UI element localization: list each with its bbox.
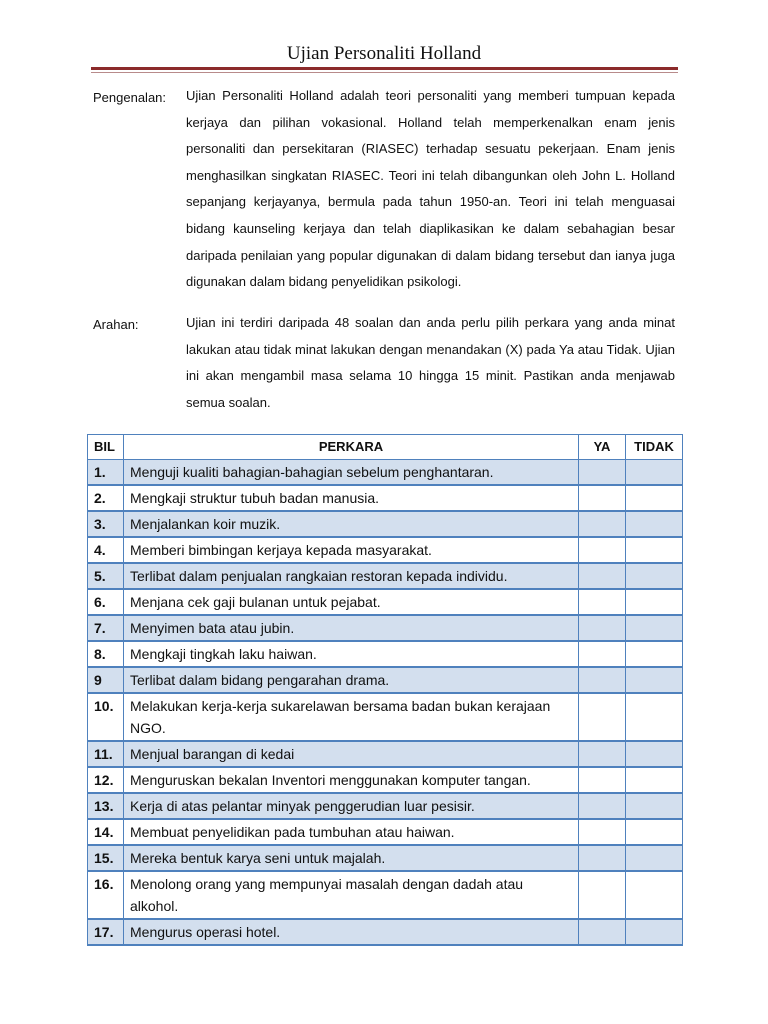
ya-answer-cell[interactable] bbox=[579, 460, 626, 486]
row-number: 2. bbox=[88, 485, 124, 511]
tidak-answer-cell[interactable] bbox=[626, 919, 683, 945]
tidak-answer-cell[interactable] bbox=[626, 485, 683, 511]
tidak-answer-cell[interactable] bbox=[626, 845, 683, 871]
ya-answer-cell[interactable] bbox=[579, 485, 626, 511]
tidak-answer-cell[interactable] bbox=[626, 767, 683, 793]
header-tidak: TIDAK bbox=[626, 435, 683, 460]
tidak-answer-cell[interactable] bbox=[626, 819, 683, 845]
ya-answer-cell[interactable] bbox=[579, 563, 626, 589]
row-item-text: Menguji kualiti bahagian-bahagian sebelum penghantaran. bbox=[124, 460, 579, 486]
row-item-text: Menyimen bata atau jubin. bbox=[124, 615, 579, 641]
table-row bbox=[88, 741, 683, 767]
row-number: 17. bbox=[88, 919, 124, 945]
tidak-answer-cell[interactable] bbox=[626, 871, 683, 919]
header-bil: BIL bbox=[88, 435, 124, 460]
row-item-text: Menguruskan bekalan Inventori menggunakan komputer tangan. bbox=[124, 767, 579, 793]
instructions-text: Ujian ini terdiri daripada 48 soalan dan anda perlu pilih perkara yang anda minat lakukan atau tidak minat lakukan dengan menandakan (X) pada Ya atau Tidak. Ujian ini akan mengambil masa selama 10 hingga 15 minit. Pastikan anda menjawab semua soalan. bbox=[186, 315, 675, 410]
intro-text: Ujian Personaliti Holland adalah teori personaliti yang memberi tumpuan kepada kerjaya dan pilihan vokasional. Holland telah memperkenalkan enam jenis personaliti dan persekitaran (RIASEC) terhadap sesuatu pekerjaan. Enam jenis menghasilkan singkatan RIASEC. Teori ini telah dibangunkan oleh John L. Holland sepanjang kerjayanya, bermula pada tahun 1950-an. Teori ini telah menguasai bidang kaunseling kerjaya dan telah diaplikasikan ke dalam sebahagian besar daripada penilaian yang popular digunakan di dalam bidang tersebut dan ianya juga digunakan dalam bidang penyelidikan psikologi. bbox=[186, 88, 675, 290]
tidak-answer-cell[interactable] bbox=[626, 615, 683, 641]
row-number: 15. bbox=[88, 845, 124, 871]
table-row bbox=[88, 615, 683, 641]
ya-answer-cell[interactable] bbox=[579, 693, 626, 741]
row-item-text: Mengkaji tingkah laku haiwan. bbox=[124, 641, 579, 667]
table-row bbox=[88, 767, 683, 793]
table-row bbox=[88, 693, 683, 741]
tidak-answer-cell[interactable] bbox=[626, 537, 683, 563]
row-number: 16. bbox=[88, 871, 124, 919]
row-number: 12. bbox=[88, 767, 124, 793]
table-row bbox=[88, 537, 683, 563]
table-row bbox=[88, 919, 683, 945]
page-title: Ujian Personaliti Holland bbox=[286, 43, 482, 64]
row-number: 3. bbox=[88, 511, 124, 537]
row-item-text: Mengkaji struktur tubuh badan manusia. bbox=[124, 485, 579, 511]
ya-answer-cell[interactable] bbox=[579, 667, 626, 693]
ya-answer-cell[interactable] bbox=[579, 793, 626, 819]
tidak-answer-cell[interactable] bbox=[626, 741, 683, 767]
row-number: 6. bbox=[88, 589, 124, 615]
row-item-text: Menolong orang yang mempunyai masalah dengan dadah atau alkohol. bbox=[124, 871, 579, 919]
tidak-answer-cell[interactable] bbox=[626, 589, 683, 615]
table-row bbox=[88, 845, 683, 871]
intro-label: Pengenalan: bbox=[93, 90, 167, 105]
row-item-text: Menjalankan koir muzik. bbox=[124, 511, 579, 537]
row-number: 14. bbox=[88, 819, 124, 845]
row-number: 5. bbox=[88, 563, 124, 589]
ya-answer-cell[interactable] bbox=[579, 589, 626, 615]
tidak-answer-cell[interactable] bbox=[626, 793, 683, 819]
row-number: 1. bbox=[88, 460, 124, 486]
row-item-text: Membuat penyelidikan pada tumbuhan atau haiwan. bbox=[124, 819, 579, 845]
row-number: 11. bbox=[88, 741, 124, 767]
table-row bbox=[88, 793, 683, 819]
table-header-row bbox=[88, 435, 683, 460]
ya-answer-cell[interactable] bbox=[579, 919, 626, 945]
table-row bbox=[88, 667, 683, 693]
tidak-answer-cell[interactable] bbox=[626, 667, 683, 693]
table-row bbox=[88, 871, 683, 919]
row-number: 4. bbox=[88, 537, 124, 563]
row-item-text: Memberi bimbingan kerjaya kepada masyarakat. bbox=[124, 537, 579, 563]
tidak-answer-cell[interactable] bbox=[626, 563, 683, 589]
row-item-text: Mengurus operasi hotel. bbox=[124, 919, 579, 945]
ya-answer-cell[interactable] bbox=[579, 741, 626, 767]
row-number: 9 bbox=[88, 667, 124, 693]
table-row bbox=[88, 460, 683, 486]
table-row bbox=[88, 819, 683, 845]
row-number: 10. bbox=[88, 693, 124, 741]
row-item-text: Menjana cek gaji bulanan untuk pejabat. bbox=[124, 589, 579, 615]
title-rule-thin bbox=[91, 72, 678, 73]
row-item-text: Terlibat dalam penjualan rangkaian restoran kepada individu. bbox=[124, 563, 579, 589]
header-ya: YA bbox=[579, 435, 626, 460]
row-item-text: Menjual barangan di kedai bbox=[124, 741, 579, 767]
row-item-text: Mereka bentuk karya seni untuk majalah. bbox=[124, 845, 579, 871]
row-item-text: Kerja di atas pelantar minyak penggerudian luar pesisir. bbox=[124, 793, 579, 819]
table-row bbox=[88, 563, 683, 589]
ya-answer-cell[interactable] bbox=[579, 819, 626, 845]
table-row bbox=[88, 589, 683, 615]
title-rule-thick bbox=[91, 67, 678, 70]
ya-answer-cell[interactable] bbox=[579, 641, 626, 667]
row-number: 7. bbox=[88, 615, 124, 641]
ya-answer-cell[interactable] bbox=[579, 615, 626, 641]
tidak-answer-cell[interactable] bbox=[626, 641, 683, 667]
table-row bbox=[88, 511, 683, 537]
ya-answer-cell[interactable] bbox=[579, 767, 626, 793]
instructions-label: Arahan: bbox=[93, 317, 139, 332]
tidak-answer-cell[interactable] bbox=[626, 460, 683, 486]
row-item-text: Melakukan kerja-kerja sukarelawan bersama badan bukan kerajaan NGO. bbox=[124, 693, 579, 741]
table-row bbox=[88, 485, 683, 511]
table-row bbox=[88, 641, 683, 667]
row-number: 13. bbox=[88, 793, 124, 819]
tidak-answer-cell[interactable] bbox=[626, 511, 683, 537]
ya-answer-cell[interactable] bbox=[579, 511, 626, 537]
header-perkara: PERKARA bbox=[124, 435, 579, 460]
ya-answer-cell[interactable] bbox=[579, 845, 626, 871]
question-table bbox=[87, 434, 683, 946]
ya-answer-cell[interactable] bbox=[579, 871, 626, 919]
tidak-answer-cell[interactable] bbox=[626, 693, 683, 741]
row-item-text: Terlibat dalam bidang pengarahan drama. bbox=[124, 667, 579, 693]
row-number: 8. bbox=[88, 641, 124, 667]
ya-answer-cell[interactable] bbox=[579, 537, 626, 563]
